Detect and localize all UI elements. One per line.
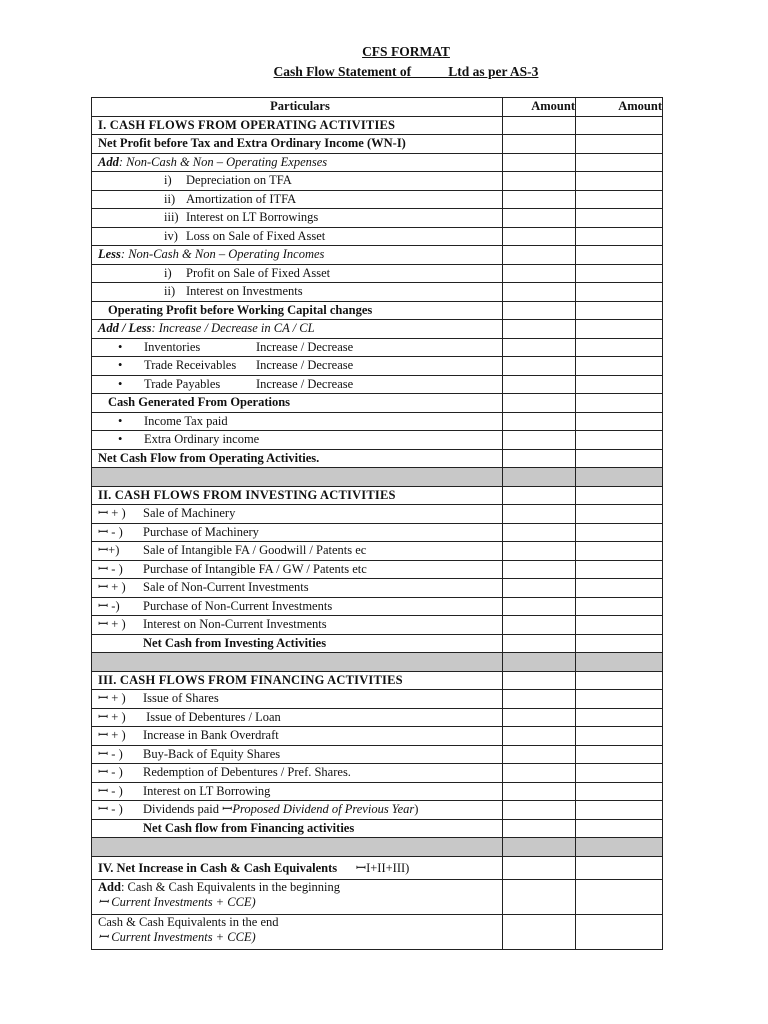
amount-cell — [503, 486, 576, 505]
add-less-wc-label: Add / Less: Increase / Decrease in CA / CL — [92, 320, 503, 339]
bullet-icon: • — [118, 376, 123, 391]
add-expenses-label: Add: Non-Cash & Non – Operating Expenses — [92, 153, 503, 172]
table-row — [92, 523, 663, 542]
amount-cell — [503, 264, 576, 283]
amount-cell — [576, 634, 663, 653]
amount-cell — [503, 560, 576, 579]
table-row — [92, 745, 663, 764]
table-row — [92, 153, 663, 172]
amount-cell — [92, 468, 503, 487]
list-item: • Trade Receivables Increase / Decrease — [92, 357, 503, 376]
amount-cell — [503, 634, 576, 653]
amount-cell — [503, 227, 576, 246]
list-item: ꟷ - ) Purchase of Machinery — [92, 523, 503, 542]
bullet-icon: • — [118, 339, 123, 354]
amount-cell — [576, 227, 663, 246]
table-row — [92, 172, 663, 191]
bullet-icon: • — [118, 432, 123, 447]
table-row — [92, 505, 663, 524]
list-item: • Extra Ordinary income — [92, 431, 503, 450]
list-item: ꟷ - ) Purchase of Intangible FA / GW / Patents etc — [92, 560, 503, 579]
amount-cell — [503, 579, 576, 598]
amount-cell — [503, 782, 576, 801]
list-item: ꟷ + ) Sale of Non-Current Investments — [92, 579, 503, 598]
amount-cell — [503, 505, 576, 524]
amount-cell — [576, 338, 663, 357]
amount-cell — [503, 745, 576, 764]
amount-cell — [503, 375, 576, 394]
list-item: ꟷ - ) Dividends paid ꟷProposed Dividend of Previous Year) — [92, 801, 503, 820]
table-row — [92, 135, 663, 154]
document-title: CFS FORMAT — [362, 44, 450, 59]
amount-cell — [503, 283, 576, 302]
separator-row — [92, 838, 663, 857]
amount-cell — [576, 486, 663, 505]
table-row — [92, 616, 663, 635]
less-incomes-label: Less: Non-Cash & Non – Operating Incomes — [92, 246, 503, 265]
amount-cell — [576, 801, 663, 820]
list-item: ii) Amortization of ITFA — [92, 190, 503, 209]
column-header-amount-2: Amount — [576, 98, 663, 117]
table-row — [92, 449, 663, 468]
separator-row — [92, 653, 663, 672]
amount-cell — [503, 597, 576, 616]
amount-cell — [576, 782, 663, 801]
amount-cell — [503, 357, 576, 376]
amount-cell — [576, 653, 663, 672]
table-row — [92, 690, 663, 709]
net-increase-label: IV. Net Increase in Cash & Cash Equivalents ꟷI+II+III) — [92, 856, 503, 879]
table-row — [92, 764, 663, 783]
net-cash-operating-label: Net Cash Flow from Operating Activities. — [92, 449, 503, 468]
amount-cell — [576, 246, 663, 265]
table-row — [92, 819, 663, 838]
operating-profit-label: Operating Profit before Working Capital changes — [92, 301, 503, 320]
amount-cell — [576, 597, 663, 616]
table-row — [92, 708, 663, 727]
cash-flow-table — [91, 97, 663, 950]
amount-cell — [503, 135, 576, 154]
list-item: ꟷ + ) Interest on Non-Current Investments — [92, 616, 503, 635]
amount-cell — [576, 283, 663, 302]
list-item: iv) Loss on Sale of Fixed Asset — [92, 227, 503, 246]
amount-cell — [576, 505, 663, 524]
table-row — [92, 486, 663, 505]
table-row — [92, 227, 663, 246]
amount-cell — [503, 764, 576, 783]
amount-cell — [576, 190, 663, 209]
table-row — [92, 634, 663, 653]
list-item: ꟷ -) Purchase of Non-Current Investments — [92, 597, 503, 616]
list-item: ꟷ - ) Buy-Back of Equity Shares — [92, 745, 503, 764]
amount-cell — [576, 879, 663, 914]
cash-beginning-label: Add: Cash & Cash Equivalents in the beginning ꟷ Current Investments + CCE) — [92, 879, 503, 914]
amount-cell — [576, 856, 663, 879]
amount-cell — [503, 431, 576, 450]
net-cash-investing-label: Net Cash from Investing Activities — [92, 634, 503, 653]
list-item: • Inventories Increase / Decrease — [92, 338, 503, 357]
amount-cell — [576, 135, 663, 154]
amount-cell — [576, 690, 663, 709]
amount-cell — [503, 653, 576, 672]
amount-cell — [503, 542, 576, 561]
amount-cell — [576, 301, 663, 320]
amount-cell — [576, 745, 663, 764]
table-row — [92, 283, 663, 302]
amount-cell — [503, 209, 576, 228]
amount-cell — [503, 727, 576, 746]
amount-cell — [503, 190, 576, 209]
table-row — [92, 338, 663, 357]
amount-cell — [576, 320, 663, 339]
amount-cell — [576, 560, 663, 579]
list-item: • Income Tax paid — [92, 412, 503, 431]
amount-cell — [576, 523, 663, 542]
amount-cell — [576, 727, 663, 746]
amount-cell — [503, 320, 576, 339]
amount-cell — [503, 616, 576, 635]
table-row — [92, 320, 663, 339]
amount-cell — [92, 838, 503, 857]
amount-cell — [576, 412, 663, 431]
list-item: iii) Interest on LT Borrowings — [92, 209, 503, 228]
amount-cell — [92, 653, 503, 672]
amount-cell — [503, 819, 576, 838]
amount-cell — [576, 375, 663, 394]
amount-cell — [503, 801, 576, 820]
amount-cell — [576, 394, 663, 413]
amount-cell — [503, 153, 576, 172]
list-item: ꟷ+) Sale of Intangible FA / Goodwill / Patents ec — [92, 542, 503, 561]
section-heading-operating: I. CASH FLOWS FROM OPERATING ACTIVITIES — [92, 116, 503, 135]
amount-cell — [576, 838, 663, 857]
amount-cell — [503, 246, 576, 265]
list-item: ii) Interest on Investments — [92, 283, 503, 302]
amount-cell — [576, 153, 663, 172]
amount-cell — [503, 690, 576, 709]
table-row — [92, 301, 663, 320]
amount-cell — [503, 523, 576, 542]
table-row — [92, 801, 663, 820]
amount-cell — [503, 412, 576, 431]
amount-cell — [576, 542, 663, 561]
amount-cell — [576, 116, 663, 135]
table-row — [92, 727, 663, 746]
amount-cell — [576, 579, 663, 598]
table-row — [92, 190, 663, 209]
amount-cell — [503, 172, 576, 191]
amount-cell — [503, 914, 576, 949]
list-item: • Trade Payables Increase / Decrease — [92, 375, 503, 394]
table-row — [92, 542, 663, 561]
amount-cell — [576, 172, 663, 191]
amount-cell — [503, 671, 576, 690]
column-header-amount-1: Amount — [503, 98, 576, 117]
net-profit-row-label: Net Profit before Tax and Extra Ordinary Income (WN-I) — [92, 135, 503, 154]
table-row — [92, 431, 663, 450]
table-row — [92, 357, 663, 376]
list-item: i) Depreciation on TFA — [92, 172, 503, 191]
table-row — [92, 671, 663, 690]
table-row — [92, 856, 663, 879]
list-item: ꟷ - ) Redemption of Debentures / Pref. Shares. — [92, 764, 503, 783]
list-item: i) Profit on Sale of Fixed Asset — [92, 264, 503, 283]
amount-cell — [503, 879, 576, 914]
amount-cell — [503, 338, 576, 357]
table-row — [92, 394, 663, 413]
list-item: ꟷ + ) Issue of Shares — [92, 690, 503, 709]
table-row — [92, 597, 663, 616]
amount-cell — [576, 708, 663, 727]
table-row — [92, 116, 663, 135]
table-row — [92, 560, 663, 579]
table-row — [92, 914, 663, 949]
bullet-icon: • — [118, 358, 123, 373]
amount-cell — [503, 838, 576, 857]
amount-cell — [576, 468, 663, 487]
separator-row — [92, 468, 663, 487]
amount-cell — [503, 708, 576, 727]
table-row — [92, 264, 663, 283]
table-row — [92, 375, 663, 394]
amount-cell — [576, 616, 663, 635]
list-item: ꟷ - ) Interest on LT Borrowing — [92, 782, 503, 801]
cash-generated-label: Cash Generated From Operations — [92, 394, 503, 413]
bullet-icon: • — [118, 413, 123, 428]
amount-cell — [576, 449, 663, 468]
amount-cell — [576, 264, 663, 283]
amount-cell — [576, 914, 663, 949]
amount-cell — [576, 431, 663, 450]
amount-cell — [576, 819, 663, 838]
table-row — [92, 209, 663, 228]
amount-cell — [503, 116, 576, 135]
table-row — [92, 246, 663, 265]
table-row — [92, 412, 663, 431]
list-item: ꟷ + ) Sale of Machinery — [92, 505, 503, 524]
amount-cell — [503, 468, 576, 487]
amount-cell — [576, 671, 663, 690]
section-heading-investing: II. CASH FLOWS FROM INVESTING ACTIVITIES — [92, 486, 503, 505]
cash-end-label: Cash & Cash Equivalents in the end ꟷ Current Investments + CCE) — [92, 914, 503, 949]
table-row — [92, 782, 663, 801]
list-item: ꟷ + ) Issue of Debentures / Loan — [92, 708, 503, 727]
amount-cell — [576, 357, 663, 376]
amount-cell — [576, 764, 663, 783]
column-header-particulars: Particulars — [92, 98, 503, 117]
amount-cell — [503, 301, 576, 320]
amount-cell — [503, 856, 576, 879]
amount-cell — [503, 394, 576, 413]
amount-cell — [503, 449, 576, 468]
document-subtitle: Cash Flow Statement of _____Ltd as per AS-3 — [273, 64, 539, 79]
net-cash-financing-label: Net Cash flow from Financing activities — [92, 819, 503, 838]
table-header-row — [92, 98, 663, 117]
table-row — [92, 879, 663, 914]
amount-cell — [576, 209, 663, 228]
section-heading-financing: III. CASH FLOWS FROM FINANCING ACTIVITIES — [92, 671, 503, 690]
list-item: ꟷ + ) Increase in Bank Overdraft — [92, 727, 503, 746]
table-row — [92, 579, 663, 598]
